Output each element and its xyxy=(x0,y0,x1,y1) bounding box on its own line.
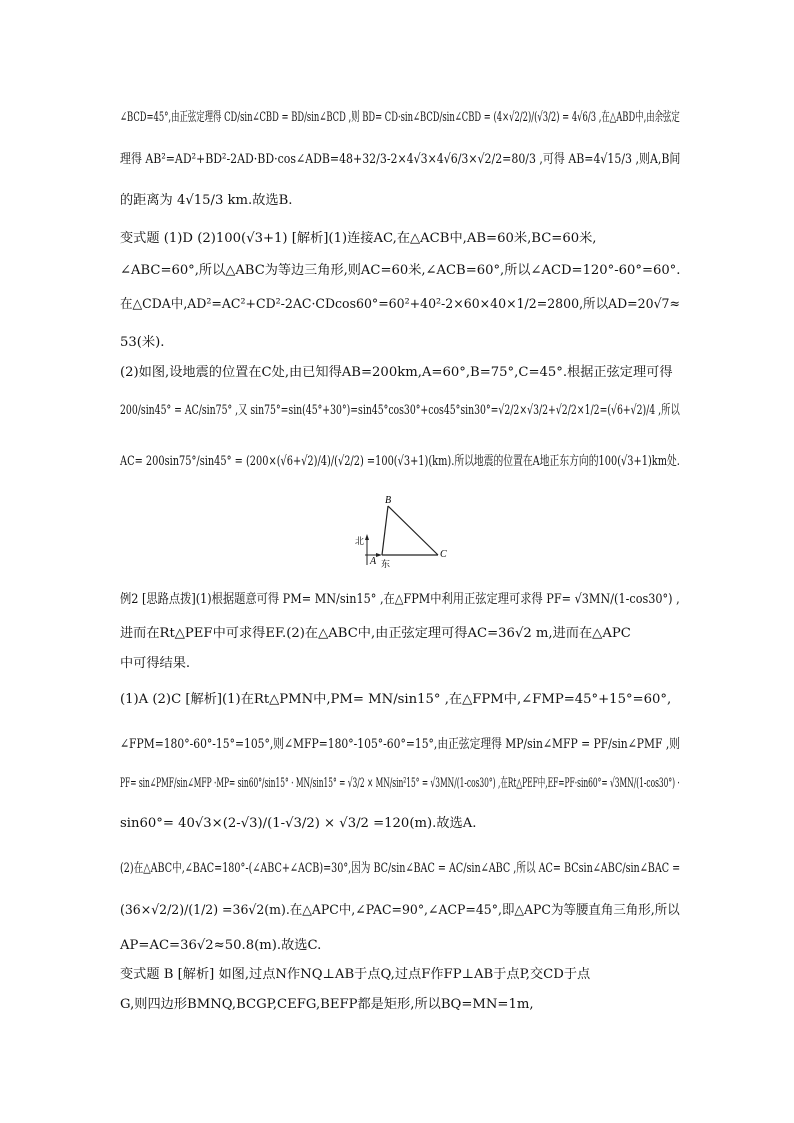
text-line: 变式题 B [解析] 如图,过点N作NQ⊥AB于点Q,过点F作FP⊥AB于点P,交CD于点 xyxy=(120,967,591,982)
east-label: 东 xyxy=(381,560,391,570)
text-line: 200/sin45° = AC/sin75° ,又 sin75°=sin(45°+30°)=sin45°cos30°+cos45°sin30°=√2/2×√3/2+√2/2×1/2=(√6+√2)/4 ,所以 xyxy=(120,403,680,418)
north-label: 北 xyxy=(355,537,365,547)
text-line: sin60°= 40√3×(2-√3)/(1-√3/2) × √3/2 =120(m).故选A. xyxy=(120,816,477,831)
text-line: 中可得结果. xyxy=(120,656,191,671)
text-line: 理得 AB²=AD²+BD²-2AD·BD·cos∠ADB=48+32/3-2×4√3×4√6/3×√2/2=80/3 ,可得 AB=4√15/3 ,则A,B间 xyxy=(120,152,681,167)
text-line: 进而在Rt△PEF中可求得EF.(2)在△ABC中,由正弦定理可得AC=36√2 m,进而在△APC xyxy=(120,626,631,641)
side-bc xyxy=(388,506,438,555)
text-line: (1)A (2)C [解析](1)在Rt△PMN中,PM= MN/sin15° ,在△FPM中,∠FMP=45°+15°=60°, xyxy=(120,692,672,707)
text-line: AP=AC=36√2≈50.8(m).故选C. xyxy=(120,938,322,953)
text-line: 53(米). xyxy=(120,335,165,350)
text-line: 在△CDA中,AD²=AC²+CD²-2AC·CDcos60°=60²+40²-2×60×40×1/2=2800,所以AD=20√7≈ xyxy=(120,297,681,312)
triangle-figure xyxy=(345,492,455,570)
text-line: AC= 200sin75°/sin45° = (200×(√6+√2)/4)/(√2/2) =100(√3+1)(km).所以地震的位置在A地正东方向的100(√3+1)km处. xyxy=(120,454,680,469)
text-line: 例2 [思路点拨](1)根据题意可得 PM= MN/sin15° ,在△FPM中利用正弦定理可求得 PF= √3MN/(1-cos30°) , xyxy=(120,592,680,607)
east-arrowhead xyxy=(376,553,382,557)
text-line: (2)在△ABC中,∠BAC=180°-(∠ABC+∠ACB)=30°,因为 BC/sin∠BAC = AC/sin∠ABC ,所以 AC= BCsin∠ABC/sin∠BAC = xyxy=(120,861,681,876)
text-line: (2)如图,设地震的位置在C处,由已知得AB=200km,A=60°,B=75°,C=45°.根据正弦定理可得 xyxy=(120,365,673,380)
text-line: PF= sin∠PMF/sin∠MFP ·MP= sin60°/sin15° · MN/sin15° = √3/2 × MN/sin²15° = √3MN/(1-cos30°) ,在Rt△PEF中,EF=PF·sin60°= √3MN/(1-cos30°) · xyxy=(120,776,680,791)
vertex-label-b: B xyxy=(385,495,392,506)
text-line: G,则四边形BMNQ,BCGP,CEFG,BEFP都是矩形,所以BQ=MN=1m, xyxy=(120,997,534,1012)
text-line: 的距离为 4√15/3 km.故选B. xyxy=(120,193,293,208)
side-ab xyxy=(382,506,388,555)
text-line: (36×√2/2)/(1/2) =36√2(m).在△APC中,∠PAC=90°,∠ACP=45°,即△APC为等腰直角三角形,所以 xyxy=(120,903,680,918)
text-line: ∠ABC=60°,所以△ABC为等边三角形,则AC=60米,∠ACB=60°,所以∠ACD=120°-60°=60°. xyxy=(120,263,681,278)
text-line: ∠FPM=180°-60°-15°=105°,则∠MFP=180°-105°-60°=15°,由正弦定理得 MP/sin∠MFP = PF/sin∠PMF ,则 xyxy=(120,737,680,752)
north-arrowhead xyxy=(365,534,369,540)
text-line: 变式题 (1)D (2)100(√3+1) [解析](1)连接AC,在△ACB中,AB=60米,BC=60米, xyxy=(120,231,597,246)
vertex-label-a: A xyxy=(370,556,377,567)
vertex-label-c: C xyxy=(440,549,447,560)
text-line: ∠BCD=45°,由正弦定理得 CD/sin∠CBD = BD/sin∠BCD ,则 BD= CD·sin∠BCD/sin∠CBD = (4×√2/2)/(√3/2) = 4√6/3 ,在△ABD中,由余弦定 xyxy=(120,110,680,125)
